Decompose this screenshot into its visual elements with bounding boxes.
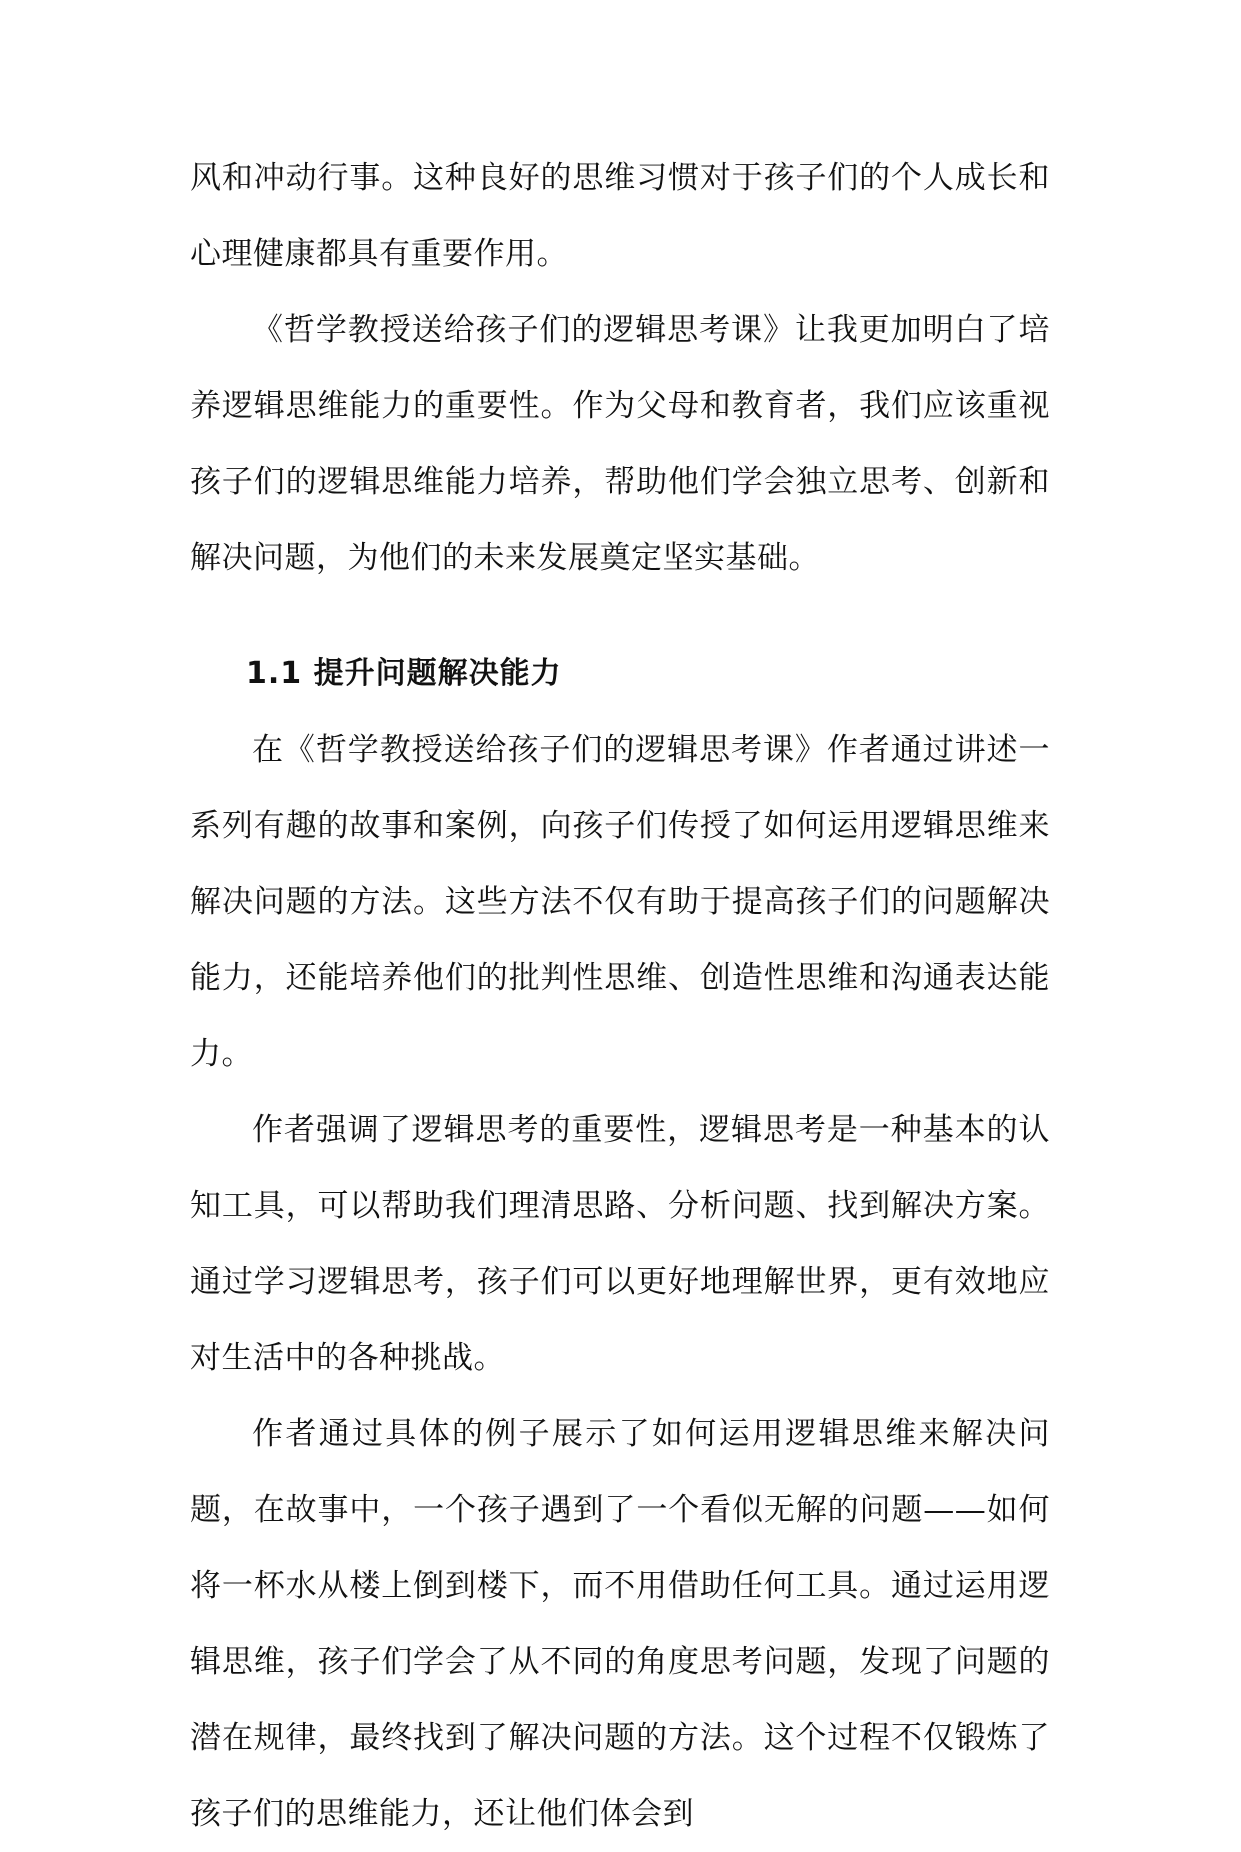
paragraph-example: 作者通过具体的例子展示了如何运用逻辑思维来解决问题，在故事中，一个孩子遇到了一个看似无解的问题——如何将一杯水从楼上倒到楼下，而不用借助任何工具。通过运用逻辑思维，孩子们学会了从不同的角度思考问题，发现了问题的潜在规律，最终找到了解决问题的方法。这个过程不仅锻炼了孩子们的思维能力，还让他们体会到 <box>190 1416 1050 1832</box>
document-body <box>190 140 1050 1852</box>
paragraph-importance: 作者强调了逻辑思考的重要性，逻辑思考是一种基本的认知工具，可以帮助我们理清思路、分析问题、找到解决方案。通过学习逻辑思考，孩子们可以更好地理解世界，更有效地应对生活中的各种挑战。 <box>190 1112 1050 1376</box>
paragraph-book-reflection: 《哲学教授送给孩子们的逻辑思考课》让我更加明白了培养逻辑思维能力的重要性。作为父母和教育者，我们应该重视孩子们的逻辑思维能力培养，帮助他们学会独立思考、创新和解决问题，为他们的未来发展奠定坚实基础。 <box>190 312 1050 576</box>
section-heading: 1.1 提升问题解决能力 <box>246 656 562 691</box>
paragraph-methods: 在《哲学教授送给孩子们的逻辑思考课》作者通过讲述一系列有趣的故事和案例，向孩子们传授了如何运用逻辑思维来解决问题的方法。这些方法不仅有助于提高孩子们的问题解决能力，还能培养他们的批判性思维、创造性思维和沟通表达能力。 <box>190 732 1050 1072</box>
paragraph-continuation: 风和冲动行事。这种良好的思维习惯对于孩子们的个人成长和心理健康都具有重要作用。 <box>190 160 1050 272</box>
